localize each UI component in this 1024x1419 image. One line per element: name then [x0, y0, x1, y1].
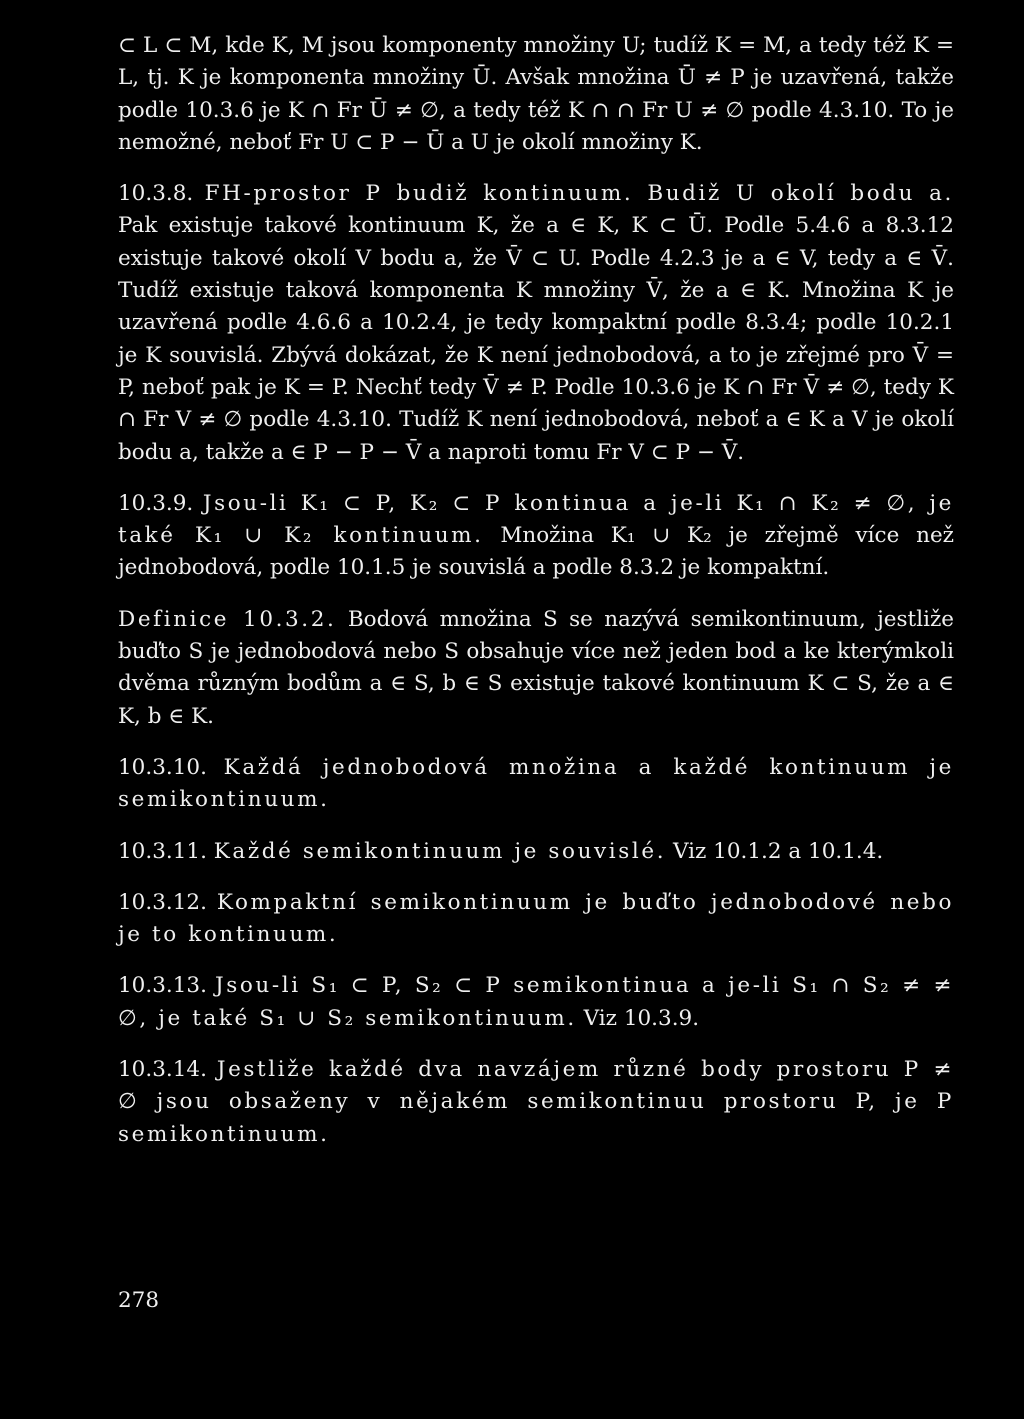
theorem-number: 10.3.10. [118, 754, 207, 780]
paragraph-10-3-10 [118, 752, 954, 817]
paragraph-body: Viz 10.1.2 a 10.1.4. [672, 838, 884, 864]
theorem-statement: Jsou-li S₁ ⊂ P, S₂ ⊂ P semikontinua a je-li S₁ ∩ S₂ ≠ ≠ ∅, je také S₁ ∪ S₂ semikontinuum. [118, 973, 955, 1031]
paragraph-continuation [118, 30, 954, 159]
definition-label: Definice 10.3.2. [118, 606, 337, 632]
paragraph-10-3-9 [118, 488, 954, 585]
paragraph-10-3-11 [118, 836, 954, 868]
paragraph-10-3-14 [118, 1054, 954, 1151]
theorem-number: 10.3.12. [118, 889, 207, 915]
paragraph-body: Množina K₁ ∪ K₂ je zřejmě více než jednobodová, podle 10.1.5 je souvislá a podle 8.3.2 je kompaktní. [118, 523, 954, 581]
theorem-statement: Každé semikontinuum je souvislé. [213, 838, 667, 864]
theorem-statement: Kompaktní semikontinuum je buďto jednobodové nebo je to kontinuum. [118, 889, 954, 948]
book-page [118, 30, 954, 1151]
page-number: 278 [118, 1288, 160, 1313]
theorem-number: 10.3.9. [118, 490, 194, 516]
theorem-statement: Jsou-li K₁ ⊂ P, K₂ ⊂ P kontinua a je-li K₁ ∩ K₂ ≠ ∅, je také K₁ ∪ K₂ kontinuum. [118, 490, 954, 549]
paragraph-10-3-13 [118, 970, 954, 1035]
theorem-number: 10.3.8. [118, 181, 194, 207]
theorem-statement: Jestliže každé dva navzájem různé body prostoru P ≠ ∅ jsou obsaženy v nějakém semikontinuu prostoru P, je P semikontinuum. [118, 1057, 954, 1147]
paragraph-body: ⊂ L ⊂ M, kde K, M jsou komponenty množiny U; tudíž K = M, a tedy též K = L, tj. K je komponenta množiny Ū. Avšak množina Ū ≠ P je uzavřená, takže podle 10.3.6 je K ∩ Fr Ū ≠ ∅, a tedy též K ∩ ∩ Fr U ≠ ∅ podle 4.3.10. To je nemožné, neboť Fr U ⊂ P − Ū a U je okolí množiny K. [118, 33, 954, 155]
definition-body: Bodová množina S se nazývá semikontinuum, jestliže buďto S je jednobodová nebo S obsahuje více než jeden bod a ke kterýmkoli dvěma různým bodům a ∈ S, b ∈ S existuje takové kontinuum K ⊂ S, že a ∈ K, b ∈ K. [118, 606, 954, 729]
theorem-number: 10.3.11. [118, 838, 207, 864]
definition-10-3-2 [118, 604, 954, 733]
theorem-number: 10.3.13. [118, 973, 207, 999]
paragraph-body: Pak existuje takové kontinuum K, že a ∈ K, K ⊂ Ū. Podle 5.4.6 a 8.3.12 existuje takové okolí V bodu a, že V̄ ⊂ U. Podle 4.2.3 je a ∈ V, tedy a ∈ V̄. Tudíž existuje taková komponenta K množiny V̄, že a ∈ K. Množina K je uzavřená podle 4.6.6 a 10.2.4, je tedy kompaktní podle 8.3.4; podle 10.2.1 je K souvislá. Zbývá dokázat, že K není jednobodová, a to je zřejmé pro V̄ = P, neboť pak je K = P. Nechť tedy V̄ ≠ P. Podle 10.3.6 je K ∩ Fr V̄ ≠ ∅, tedy K ∩ Fr V ≠ ∅ podle 4.3.10. Tudíž K není jednobodová, neboť a ∈ K a V je okolí bodu a, takže a ∈ P − P − V̄ a naproti tomu Fr V ⊂ P − V̄. [118, 213, 954, 465]
paragraph-10-3-8 [118, 178, 954, 469]
theorem-number: 10.3.14. [118, 1057, 207, 1083]
theorem-statement: Každá jednobodová množina a každé kontinuum je semikontinuum. [118, 754, 954, 813]
paragraph-10-3-12 [118, 887, 954, 952]
theorem-statement: FH-prostor P budiž kontinuum. Budiž U okolí bodu a. [204, 181, 954, 207]
paragraph-body: Viz 10.3.9. [583, 1005, 700, 1031]
